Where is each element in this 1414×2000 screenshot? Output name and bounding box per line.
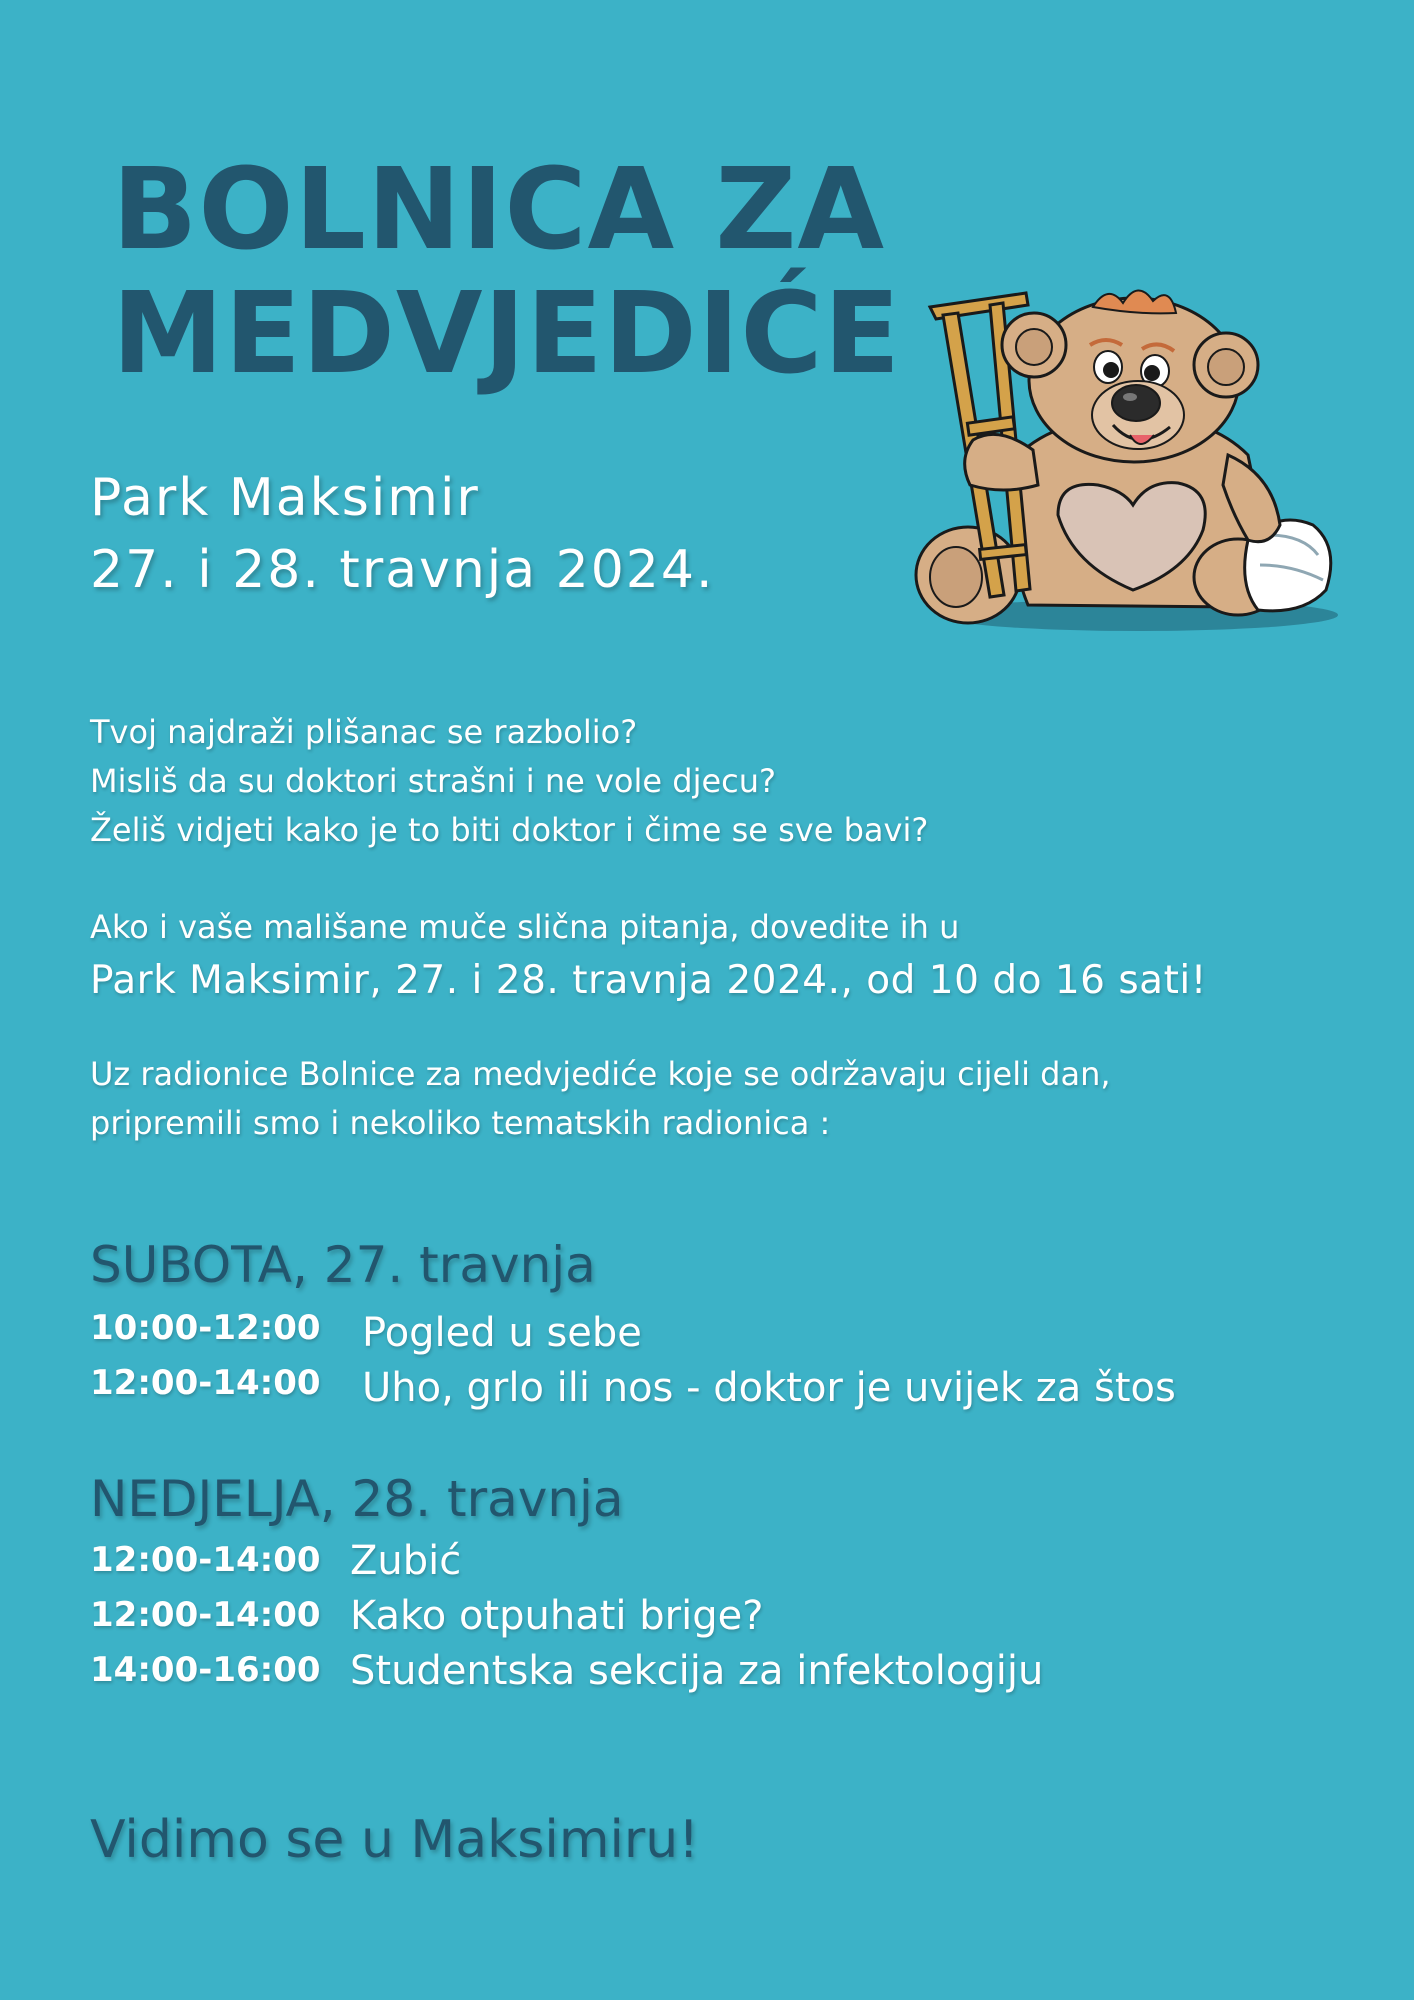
intro-invite: Ako i vaše mališane muče slična pitanja, dovedite ih u [90,908,960,946]
schedule-event: Studentska sekcija za infektologiju [350,1648,1044,1694]
intro-text [90,708,1340,1148]
sunday-heading: NEDJELJA, 28. travnja [90,1470,624,1528]
page-title [112,145,902,399]
location-place: Park Maksimir [90,468,480,528]
location-dates: 27. i 28. travnja 2024. [90,540,715,600]
schedule-time: 14:00-16:00 [90,1650,321,1690]
schedule-row [90,1538,462,1584]
schedule-event: Uho, grlo ili nos - doktor je uvijek za štos [362,1365,1176,1411]
schedule-row [90,1308,642,1356]
intro-question-1: Tvoj najdraži plišanac se razbolio? [90,713,638,751]
intro-invite-highlight: Park Maksimir, 27. i 28. travnja 2024., od 10 do 16 sati! [90,958,1207,1003]
schedule-row [90,1648,1044,1694]
title-line-2: MEDVJEDIĆE [112,269,902,399]
schedule-time: 12:00-14:00 [90,1595,321,1635]
saturday-heading: SUBOTA, 27. travnja [90,1236,596,1294]
schedule-event: Zubić [350,1538,462,1584]
schedule-row [90,1363,1176,1411]
teddy-bear-with-crutch-icon [908,285,1338,645]
event-location [90,462,715,606]
intro-workshops-2: pripremili smo i nekoliko tematskih radionica : [90,1104,831,1142]
schedule-time: 12:00-14:00 [90,1363,321,1403]
intro-question-3: Želiš vidjeti kako je to biti doktor i čime se sve bavi? [90,811,929,849]
schedule-row [90,1593,764,1639]
schedule-time: 10:00-12:00 [90,1308,321,1348]
title-line-1: BOLNICA ZA [112,145,886,275]
closing-message: Vidimo se u Maksimiru! [90,1810,700,1870]
schedule-time: 12:00-14:00 [90,1540,321,1580]
intro-workshops-1: Uz radionice Bolnice za medvjediće koje se održavaju cijeli dan, [90,1055,1111,1093]
schedule-event: Kako otpuhati brige? [350,1593,764,1639]
intro-question-2: Misliš da su doktori strašni i ne vole djecu? [90,762,776,800]
schedule-event: Pogled u sebe [362,1310,642,1356]
